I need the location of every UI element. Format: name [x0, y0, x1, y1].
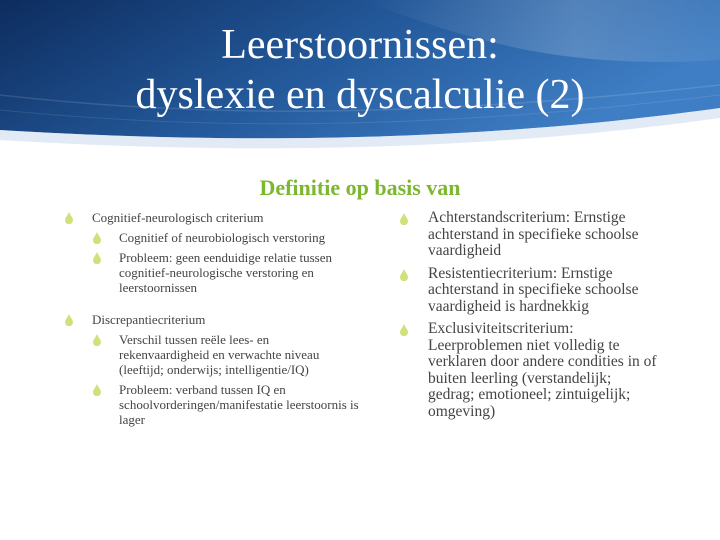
droplet-bullet-icon	[400, 213, 408, 225]
droplet-bullet-icon	[93, 232, 101, 244]
slide-header	[0, 0, 720, 170]
list-item	[62, 210, 362, 225]
droplet-bullet-icon	[65, 212, 73, 224]
droplet-bullet-icon	[93, 384, 101, 396]
list-item	[398, 321, 660, 420]
list-item	[398, 210, 660, 260]
slide-title-line2: dyslexie en dyscalculie (2)	[135, 72, 585, 118]
list-subitem-text: Cognitief of neurobiologisch verstoring	[119, 230, 326, 245]
slide-title	[0, 20, 720, 120]
list-subitem-text: Probleem: verband tussen IQ en schoolvorderingen/manifestatie leerstoornis is lager	[119, 382, 359, 427]
list-subitem	[62, 382, 362, 427]
list-subitem	[62, 230, 362, 245]
droplet-bullet-icon	[93, 252, 101, 264]
list-subitem	[62, 250, 362, 295]
right-column	[398, 210, 660, 426]
list-subitem-text: Verschil tussen reële lees- en rekenvaardigheid en verwachte niveau (leeftijd; onderwijs; intelligentie/IQ)	[119, 332, 320, 377]
list-item	[62, 312, 362, 327]
slide-title-line1: Leerstoornissen:	[221, 22, 499, 68]
list-subitem	[62, 332, 362, 377]
droplet-bullet-icon	[400, 269, 408, 281]
list-item-text: Resistentiecriterium: Ernstige achterstand in specifieke schoolse vaardigheid is hardnekkig	[428, 264, 639, 315]
list-item	[398, 266, 660, 316]
droplet-bullet-icon	[400, 324, 408, 336]
list-subitem-text: Probleem: geen eenduidige relatie tussen cognitief-neurologische verstoring en leerstoornissen	[119, 250, 332, 295]
droplet-bullet-icon	[65, 314, 73, 326]
list-item-text: Exclusiviteitscriterium: Leerproblemen niet volledig te verklaren door andere condities in of buiten leerling (verstandelijk; gedrag; emotioneel; zintuigelijk; omgeving)	[428, 320, 657, 420]
slide-subtitle: Definitie op basis van	[259, 175, 461, 200]
list-item-text: Discrepantiecriterium	[92, 312, 206, 327]
droplet-bullet-icon	[93, 334, 101, 346]
list-item-text: Cognitief-neurologisch criterium	[92, 210, 264, 225]
left-column	[62, 210, 362, 432]
list-item-text: Achterstandscriterium: Ernstige achterstand in specifieke schoolse vaardigheid	[428, 209, 639, 259]
